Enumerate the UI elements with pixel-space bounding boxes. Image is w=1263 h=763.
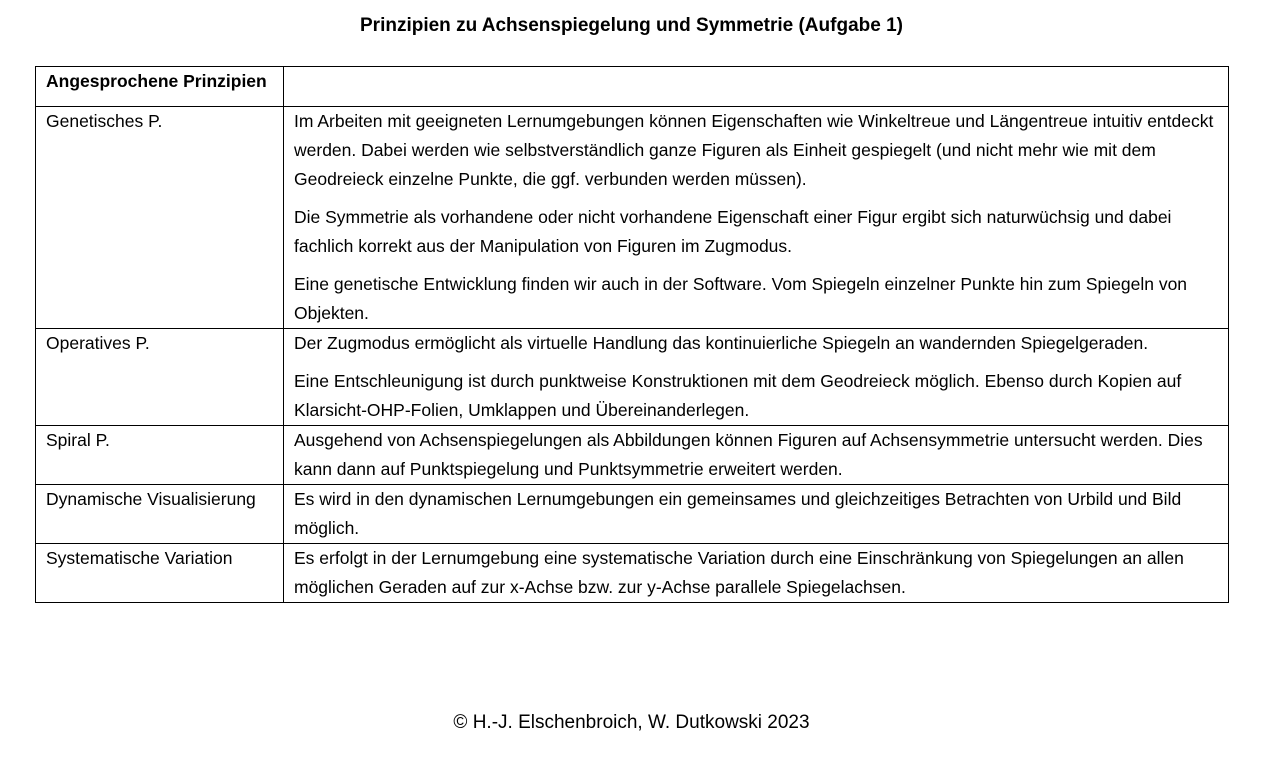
description-paragraph: Es wird in den dynamischen Lernumgebungen ein gemeinsames und gleichzeitiges Betrachten von Urbild und Bild möglich. [294,489,1182,538]
column-header-description [284,67,1229,107]
principle-description [284,426,1229,485]
principle-description [284,107,1229,329]
copyright-footer: © H.-J. Elschenbroich, W. Dutkowski 2023 [453,712,810,733]
table-row [36,107,1229,329]
table-row [36,329,1229,426]
description-paragraph: Es erfolgt in der Lernumgebung eine systematische Variation durch eine Einschränkung von Spiegelungen an allen möglichen Geraden auf zur x-Achse bzw. zur y-Achse parallele Spiegelachsen. [294,548,1184,597]
principle-description [284,544,1229,603]
principle-name: Operatives P. [36,329,284,426]
description-paragraph: Eine genetische Entwicklung finden wir auch in der Software. Vom Spiegeln einzelner Punkte hin zum Spiegeln von Objekten. [294,274,1188,323]
principle-name: Dynamische Visualisierung [36,485,284,544]
principle-name: Genetisches P. [36,107,284,329]
principle-description [284,485,1229,544]
description-paragraph: Die Symmetrie als vorhandene oder nicht vorhandene Eigenschaft einer Figur ergibt sich naturwüchsig und dabei fachlich korrekt aus der Manipulation von Figuren im Zugmodus. [294,207,1172,256]
table-row [36,426,1229,485]
principle-description [284,329,1229,426]
description-paragraph: Ausgehend von Achsenspiegelungen als Abbildungen können Figuren auf Achsensymmetrie untersucht werden. Dies kann dann auf Punktspiegelung und Punktsymmetrie erweitert werden. [294,430,1203,479]
column-header-principles: Angesprochene Prinzipien [36,67,284,107]
table-header-row [36,67,1229,107]
table-row [36,544,1229,603]
description-paragraph: Der Zugmodus ermöglicht als virtuelle Handlung das kontinuierliche Spiegeln an wandernden Spiegelgeraden. [294,333,1149,353]
page-title: Prinzipien zu Achsenspiegelung und Symmetrie (Aufgabe 1) [360,15,903,36]
principles-table [35,66,1229,603]
table-row [36,485,1229,544]
description-paragraph: Im Arbeiten mit geeigneten Lernumgebungen können Eigenschaften wie Winkeltreue und Längentreue intuitiv entdeckt werden. Dabei werden wie selbstverständlich ganze Figuren als Einheit gespiegelt (und nicht mehr wie mit dem Geodreieck einzelne Punkte, die ggf. verbunden werden müssen). [294,111,1214,189]
description-paragraph: Eine Entschleunigung ist durch punktweise Konstruktionen mit dem Geodreieck möglich. Ebenso durch Kopien auf Klarsicht-OHP-Folien, Umklappen und Übereinanderlegen. [294,371,1182,420]
principle-name: Systematische Variation [36,544,284,603]
principle-name: Spiral P. [36,426,284,485]
